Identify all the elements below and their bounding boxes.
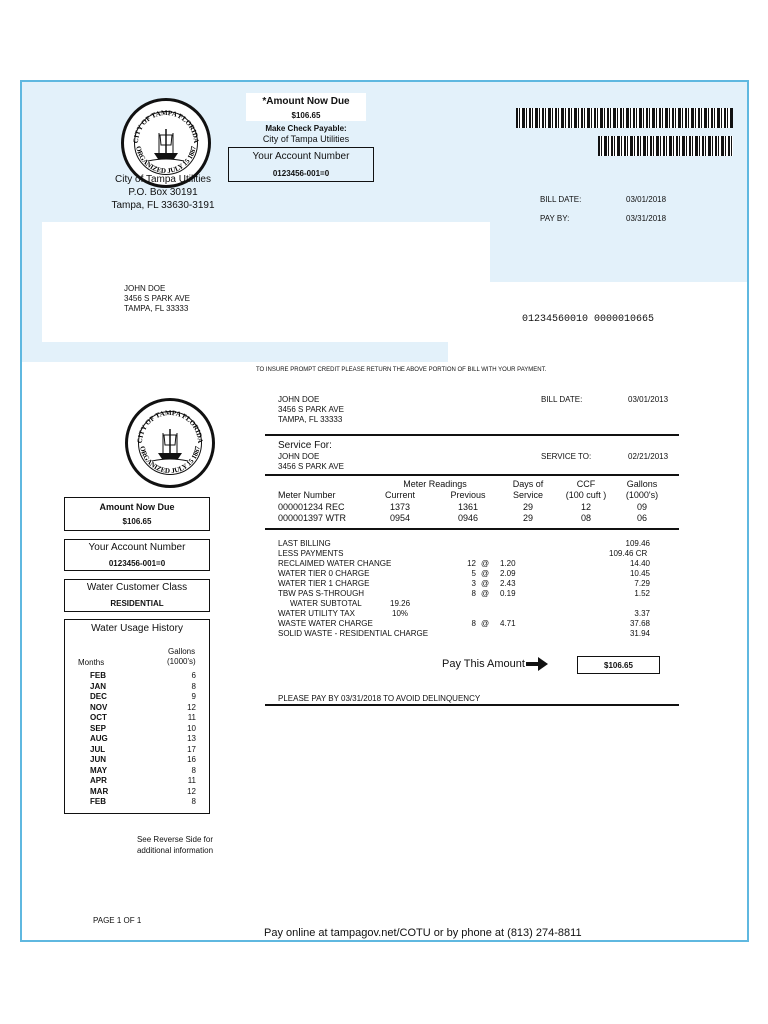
charge-label: TBW PAS S-THROUGH	[278, 589, 365, 598]
usage-value: 12	[187, 702, 196, 712]
charge-row	[278, 558, 668, 568]
charge-rate: 1.20	[500, 559, 516, 568]
charge-qty: 12	[467, 559, 476, 568]
svg-text:ORGANIZED JULY 15 1887: ORGANIZED JULY 15 1887	[134, 145, 198, 176]
service-name: JOHN DOE	[278, 452, 320, 461]
charge-row	[278, 628, 668, 638]
barcode-bottom	[598, 136, 733, 156]
meter-current: 0954	[389, 513, 411, 523]
usage-month: MAR	[90, 786, 109, 796]
charge-label: LAST BILLING	[278, 539, 331, 548]
charge-amount: 1.52	[634, 589, 650, 598]
scan-line: 01234560010 0000010665	[522, 314, 655, 325]
usage-value: 6	[191, 671, 196, 680]
org-po-box: P.O. Box 30191	[128, 187, 198, 198]
usage-month: JAN	[90, 681, 107, 691]
charge-rate: 2.43	[500, 579, 516, 588]
usage-history-list	[64, 670, 210, 810]
usage-month: DEC	[90, 692, 107, 701]
bill-customer-name: JOHN DOE	[278, 395, 320, 404]
charge-row	[278, 608, 668, 618]
bill-customer-city: TAMPA, FL 33333	[278, 415, 343, 424]
service-to-date: 02/21/2013	[628, 452, 669, 461]
amount-due-label: *Amount Now Due	[262, 96, 350, 107]
divider	[265, 704, 679, 706]
remit-stub-left	[22, 222, 42, 362]
barcode-top	[516, 108, 733, 128]
charge-qty: 8	[471, 619, 476, 628]
customer-class-label: Water Customer Class	[86, 582, 188, 593]
sidebar-amount-label: Amount Now Due	[99, 502, 175, 512]
service-street: 3456 S PARK AVE	[278, 462, 344, 471]
charge-row	[278, 548, 668, 558]
usage-value: 9	[191, 692, 196, 701]
charge-label: SOLID WASTE - RESIDENTIAL CHARGE	[278, 629, 429, 638]
charge-row	[278, 588, 668, 598]
usage-month: OCT	[90, 713, 107, 722]
service-to-label: SERVICE TO:	[541, 452, 592, 461]
meter-number: 000001234 REC	[278, 502, 345, 512]
reverse-side-note: See Reverse Side for	[136, 835, 214, 844]
charge-row	[278, 618, 668, 628]
charge-label: LESS PAYMENTS	[278, 549, 344, 558]
charge-row	[278, 538, 668, 548]
reverse-side-note-2: additional information	[136, 846, 214, 855]
stub-customer-city: TAMPA, FL 33333	[124, 304, 189, 313]
stub-customer-street: 3456 S PARK AVE	[124, 294, 190, 303]
sidebar-account-label: Your Account Number	[88, 542, 186, 553]
usage-value: 13	[187, 734, 196, 743]
charges-list	[278, 538, 668, 642]
bill-customer-street: 3456 S PARK AVE	[278, 405, 344, 414]
svg-text:CITY OF TAMPA FLORIDA: CITY OF TAMPA FLORIDA	[131, 108, 201, 144]
usage-value: 17	[187, 744, 196, 754]
service-for-label: Service For:	[278, 440, 332, 451]
charge-row	[278, 598, 668, 608]
return-notice: TO INSURE PROMPT CREDIT PLEASE RETURN THE ABOVE PORTION OF BILL WITH YOUR PAYMENT.	[256, 367, 547, 373]
usage-value: 8	[191, 681, 196, 691]
charge-label: WATER UTILITY TAX	[278, 609, 355, 618]
meter-days: 29	[522, 502, 533, 512]
usage-gallons-unit: (1000's)	[167, 657, 196, 666]
meter-days: 29	[522, 513, 533, 523]
divider	[265, 528, 679, 530]
page-indicator: PAGE 1 OF 1	[93, 916, 142, 925]
bill-date-label: BILL DATE:	[541, 395, 583, 404]
divider	[265, 474, 679, 476]
meter-previous: 0946	[457, 513, 479, 523]
usage-value: 8	[191, 797, 196, 806]
meter-previous: 1361	[457, 502, 479, 512]
charge-amount: 14.40	[629, 559, 650, 568]
bill-date: 03/01/2013	[628, 395, 669, 404]
usage-months-label: Months	[78, 658, 105, 667]
account-number-value: 0123456-001=0	[272, 169, 330, 178]
usage-value: 11	[187, 713, 196, 722]
charge-qty: 8	[471, 589, 476, 598]
stub-bill-date-label: BILL DATE:	[540, 195, 582, 204]
charge-rate: 0.19	[500, 589, 516, 598]
charge-amount: 10.45	[629, 569, 650, 578]
charge-qty: 10%	[392, 609, 409, 618]
charge-amount: 109.46	[625, 539, 650, 548]
usage-month: JUN	[90, 755, 107, 764]
meter-readings-header: Meter Readings	[403, 479, 467, 489]
usage-month: MAY	[90, 765, 108, 775]
charge-qty: 19.26	[390, 599, 411, 608]
stub-pay-by-label: PAY BY:	[540, 214, 570, 223]
charge-rate: 2.09	[500, 569, 516, 578]
usage-value: 11	[187, 776, 196, 785]
city-seal-logo-bottom	[125, 398, 215, 488]
meter-number: 000001397 WTR	[278, 513, 347, 523]
org-city: Tampa, FL 33630-3191	[111, 200, 215, 211]
charge-label: WATER TIER 0 CHARGE	[278, 569, 370, 578]
charge-rate: 4.71	[500, 619, 516, 628]
charge-amount: 37.68	[629, 619, 650, 628]
remit-stub-right	[490, 222, 747, 282]
usage-month: NOV	[90, 702, 108, 712]
arrow-right-icon	[526, 656, 548, 672]
stub-pay-by: 03/31/2018	[626, 214, 667, 223]
usage-history-title: Water Usage History	[91, 623, 183, 634]
charge-at: @	[481, 559, 490, 568]
org-name: City of Tampa Utilities	[115, 174, 211, 185]
customer-class-value: RESIDENTIAL	[110, 599, 164, 608]
charge-qty: 3	[471, 579, 476, 588]
meter-gallons: 09	[636, 502, 647, 512]
meter-current: 1373	[389, 502, 411, 512]
usage-value: 16	[187, 755, 196, 764]
charge-amount: 109.46 CR	[609, 549, 648, 558]
make-check-label: Make Check Payable:	[265, 124, 347, 133]
usage-month: APR	[90, 776, 107, 785]
usage-value: 12	[187, 786, 196, 796]
usage-month: AUG	[90, 734, 108, 743]
charge-row	[278, 568, 668, 578]
svg-text:CITY OF TAMPA FLORIDA: CITY OF TAMPA FLORIDA	[135, 408, 205, 444]
stub-bill-date: 03/01/2018	[626, 195, 667, 204]
days-of-header: Days of	[512, 479, 544, 489]
stub-customer-name: JOHN DOE	[124, 284, 166, 293]
sidebar-amount-value: $106.65	[122, 517, 152, 526]
meter-ccf: 08	[580, 513, 591, 523]
charge-label: WATER TIER 1 CHARGE	[278, 579, 370, 588]
usage-month: JUL	[90, 744, 106, 754]
charge-label: RECLAIMED WATER CHANGE	[278, 559, 392, 568]
account-number-label: Your Account Number	[252, 151, 350, 162]
payee-name: City of Tampa Utilities	[262, 134, 350, 144]
usage-month: SEP	[90, 723, 107, 733]
gallons-header: Gallons	[626, 479, 658, 489]
sidebar-account-value: 0123456-001=0	[108, 559, 166, 568]
charge-amount: 3.37	[634, 609, 650, 618]
charge-label: WASTE WATER CHARGE	[278, 619, 373, 628]
ccf-header: CCF	[576, 479, 596, 489]
delinquency-notice: PLEASE PAY BY 03/31/2018 TO AVOID DELINQUENCY	[278, 694, 481, 703]
pay-this-amount-value: $106.65	[604, 661, 633, 670]
divider	[265, 434, 679, 436]
charge-amount: 31.94	[629, 629, 650, 638]
charge-label: WATER SUBTOTAL	[290, 599, 362, 608]
current-header: Current	[384, 490, 415, 500]
charge-at: @	[481, 569, 490, 578]
usage-gallons-label: Gallons	[168, 647, 196, 656]
charge-at: @	[481, 579, 490, 588]
pay-this-amount-label: Pay This Amount	[442, 658, 525, 670]
charge-at: @	[481, 589, 490, 598]
charge-row	[278, 578, 668, 588]
amount-due-value: $106.65	[291, 111, 321, 120]
usage-value: 8	[191, 765, 196, 775]
meter-number-header: Meter Number	[278, 490, 336, 500]
ccf-unit-header: (100 cuft )	[565, 490, 607, 500]
meter-ccf: 12	[580, 502, 591, 512]
remit-stub-bottom	[22, 342, 448, 362]
previous-header: Previous	[450, 490, 486, 500]
usage-month: FEB	[90, 797, 106, 806]
svg-text:ORGANIZED JULY 15 1887: ORGANIZED JULY 15 1887	[138, 445, 202, 476]
charge-amount: 7.29	[634, 579, 650, 588]
pay-online-text: Pay online at tampagov.net/COTU or by phone at (813) 274-8811	[264, 927, 582, 939]
usage-value: 10	[187, 723, 196, 733]
gallons-unit-header: (1000's)	[625, 490, 659, 500]
charge-qty: 5	[471, 569, 476, 578]
usage-month: FEB	[90, 671, 106, 680]
charge-at: @	[481, 619, 490, 628]
meter-gallons: 06	[636, 513, 647, 523]
service-header: Service	[512, 490, 543, 500]
